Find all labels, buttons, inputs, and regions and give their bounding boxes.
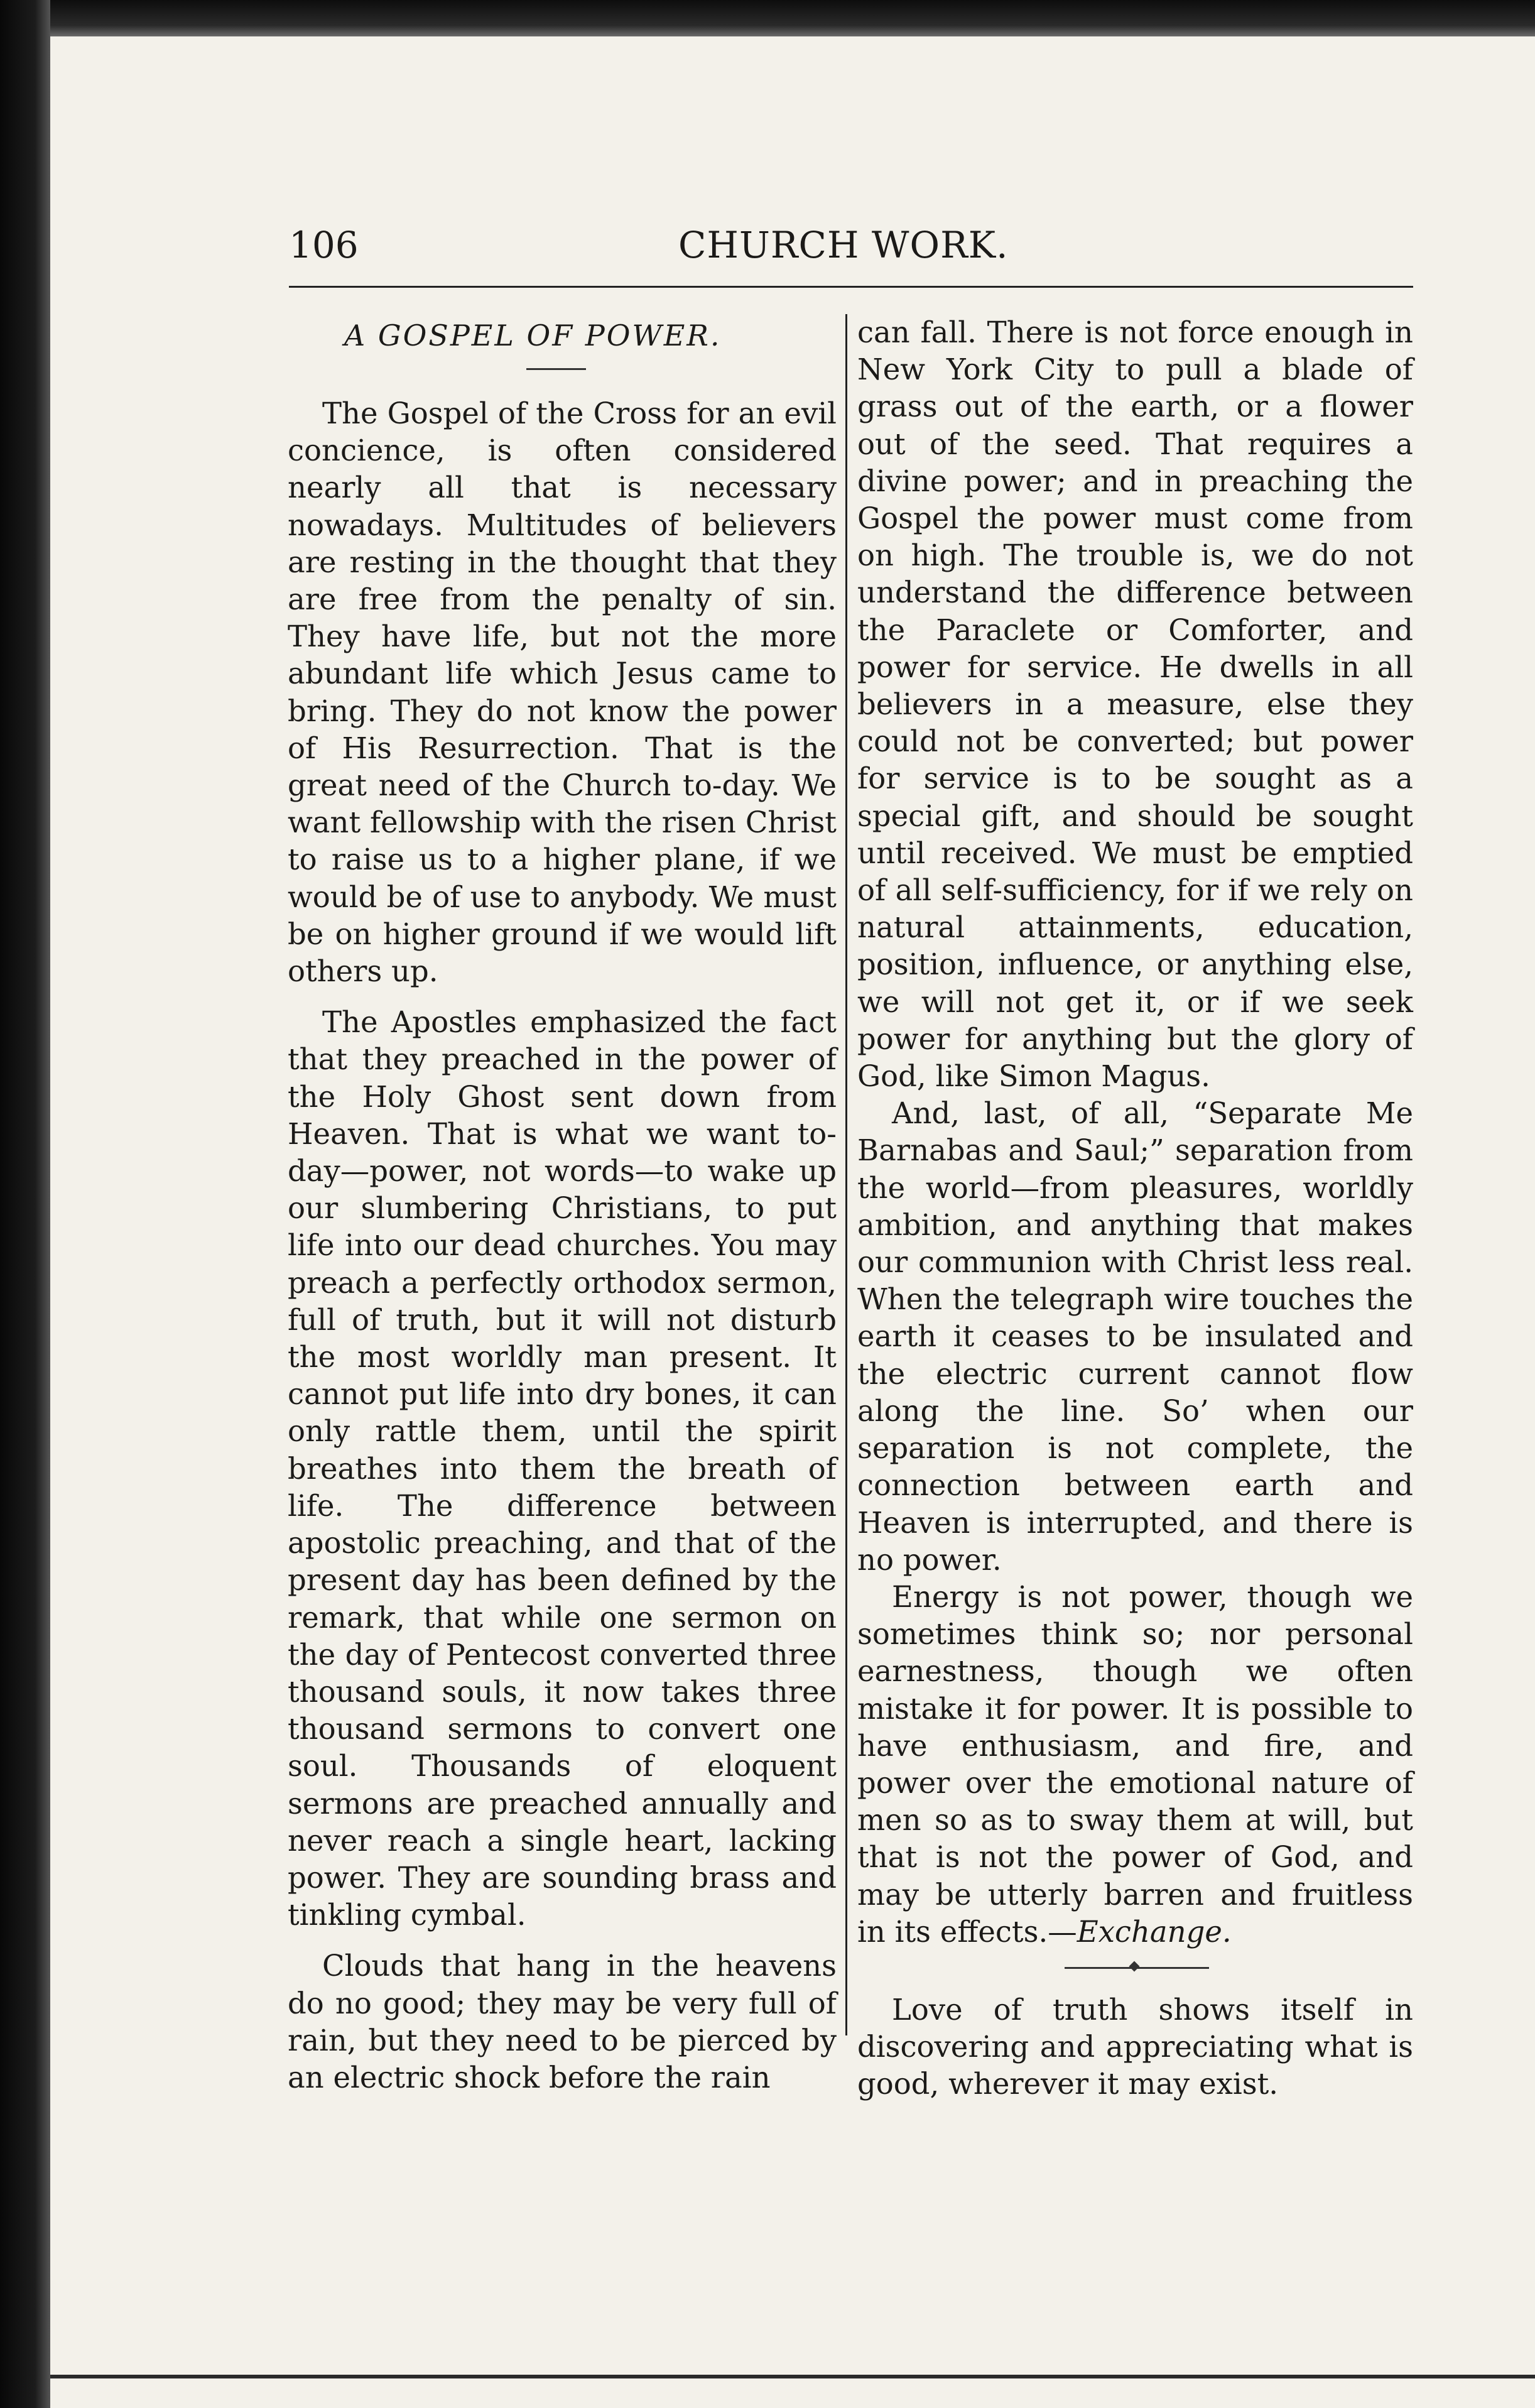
source-credit: Exchange. [1077, 1914, 1232, 1949]
paragraph-1: The Gospel of the Cross for an evil concience, is often considered nearly all that is necessary nowadays. Multitudes of believers are resting in the thought that they are free from the penalty of sin. They have life, but not the more abundant life which Jesus came to bring. They do not know the power of His Resurrection. That is the great need of the Church to-day. We want fellowship with the risen Christ to raise us to a higher plane, if we would be of use to anybody. We must be on higher ground if we would lift others up. [288, 396, 837, 989]
scan-edge-left [0, 0, 50, 2408]
running-title: CHURCH WORK. [678, 224, 1009, 266]
scan-edge-bottom [50, 2375, 1535, 2378]
page-header [289, 214, 1413, 276]
paragraph-4: And, last, of all, “Separate Me Barnabas and Saul;” separation from the world—from pleasures, worldly ambition, and anything that makes our communion with Christ less real. When the telegraph wire touches the earth it ceases to be insulated and the electric current cannot flow along the line. So’ when our separation is not complete, the connection between earth and Heaven is interrupted, and there is no power. [857, 1096, 1413, 1577]
filler-paragraph: Love of truth shows itself in discovering and appreciating what is good, wherever it may exist. [857, 1992, 1413, 2101]
paragraph-5 [857, 1579, 1413, 1951]
paragraph-3-continued: can fall. There is not force enough in New York City to pull a blade of grass out of the earth, or a flower out of the seed. That requires a divine power; and in preaching the Gospel the power must come from on high. The trouble is, we do not understand the difference between the Paraclete or Comforter, and power for service. He dwells in all believers in a measure, else they could not be converted; but power for service is to be sought as a special gift, and should be sought until received. We must be emptied of all self-sufficiency, for if we rely on natural attainments, education, position, influence, or anything else, we will not get it, or if we seek power for anything but the glory of God, like Simon Magus. [857, 315, 1413, 1094]
header-rule [289, 286, 1413, 288]
paragraph-3: Clouds that hang in the heavens do no good; they may be very full of rain, but they need to be pierced by an electric shock before the rain [288, 1949, 837, 2095]
left-column [288, 314, 837, 2096]
scan-edge-top [0, 0, 1535, 36]
section-separator [1065, 1967, 1209, 1969]
paragraph-2: The Apostles emphasized the fact that they preached in the power of the Holy Ghost sent down from Heaven. That is what we want to-day—power, not words—to wake up our slumbering Christians, to put life into our dead churches. You may preach a perfectly orthodox sermon, full of truth, but it will not disturb the most worldly man present. It cannot put life into dry bones, it can only rattle them, until the spirit breathes into them the breath of life. The difference between apostolic preaching, and that of the present day has been defined by the remark, that while one sermon on the day of Pentecost converted three thousand souls, it now takes three thousand sermons to convert one soul. Thousands of eloquent sermons are preached annually and never reach a single heart, lacking power. They are sounding brass and tinkling cymbal. [288, 1005, 837, 1932]
page-number: 106 [289, 224, 359, 266]
article-title: A GOSPEL OF POWER. [344, 319, 722, 352]
title-rule [526, 368, 586, 370]
right-column [857, 314, 1413, 2103]
column-rule [845, 314, 847, 2035]
paragraph-5-text: Energy is not power, though we sometimes think so; nor personal earnestness, though we often mistake it for power. It is possible to have enthusiasm, and fire, and power over the emotional nature of men so as to sway them at will, but that is not the power of God, and may be utterly barren and fruitless in its effects.— [857, 1579, 1413, 1949]
